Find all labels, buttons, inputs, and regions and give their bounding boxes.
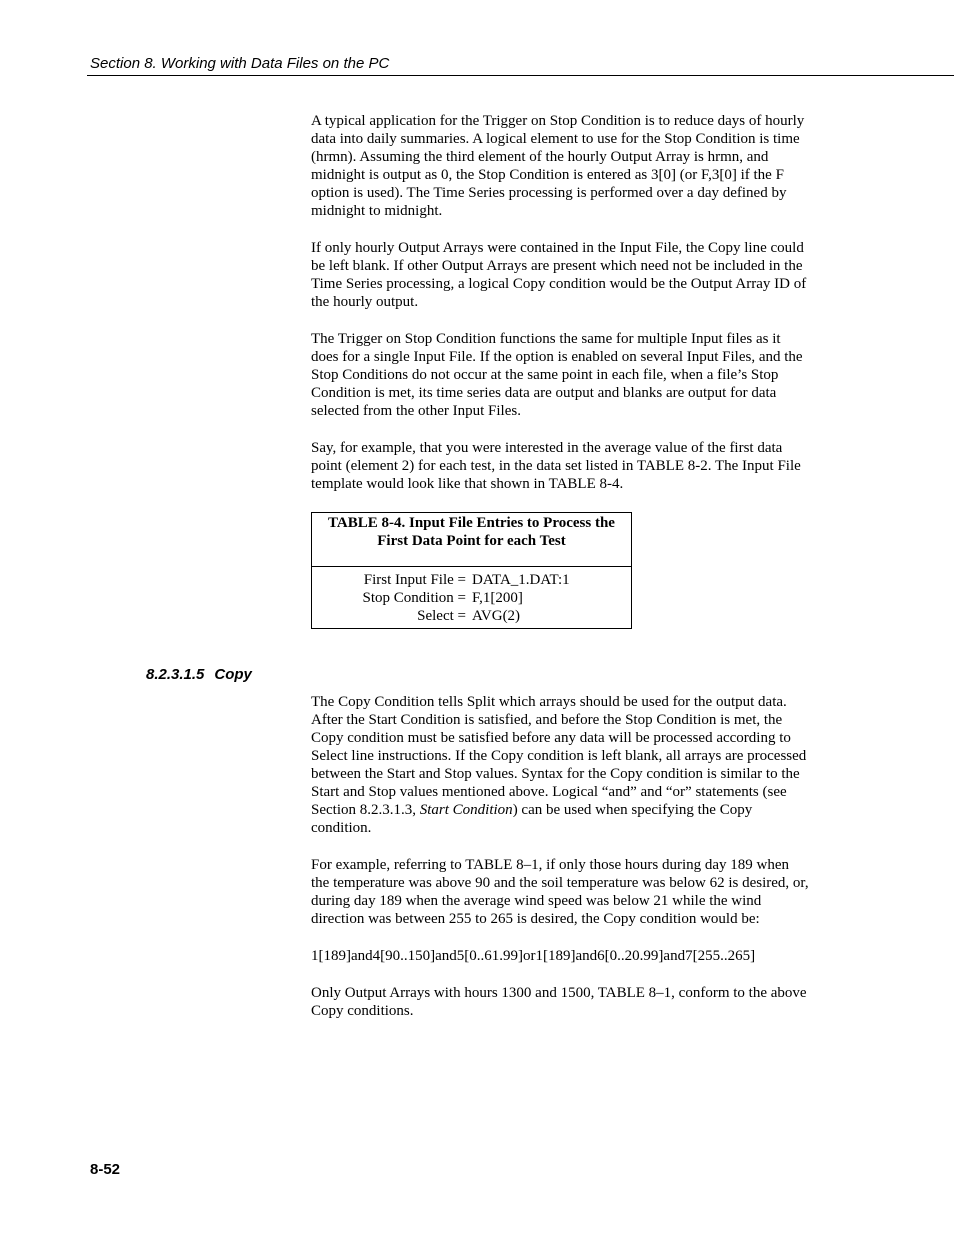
subsection-heading [146, 666, 252, 683]
table-row-value: F,1[200] [472, 590, 523, 606]
body-section-1 [311, 112, 811, 629]
table-row [312, 571, 631, 589]
paragraph-multiple-input-files: The Trigger on Stop Condition functions the same for multiple Input files as it does for a single Input File. If the option is enabled on several Input Files, and the Stop Conditions do not occur at the same point in each file, when a file’s Stop Condition is met, its time series data are output and blanks are output for data selected from the other Input Files. [311, 331, 803, 419]
table-row-value: DATA_1.DAT:1 [472, 572, 570, 588]
header-rule [87, 75, 954, 76]
subsection-number: 8.2.3.1.5 [146, 666, 205, 683]
table-row-label: First Input File = [363, 572, 466, 588]
running-header: Section 8. Working with Data Files on the PC [90, 55, 390, 72]
table-title-line-2: First Data Point for each Test [377, 533, 566, 549]
table-row-label: Select = [417, 608, 466, 624]
body-section-2 [311, 693, 811, 1039]
table-title-line-1: TABLE 8-4. Input File Entries to Process the [328, 515, 615, 531]
paragraph-trigger-application: A typical application for the Trigger on Stop Condition is to reduce days of hourly data into daily summaries. A logical element to use for the Stop Condition is time (hrmn). Assuming the third element of the hourly Output Array is hrmn, and midnight is output as 0, the Stop Condition is entered as 3[0] (or F,3[0] if the F option is used). The Time Series processing is performed over a day defined by midnight to midnight. [311, 113, 805, 219]
table-row-value: AVG(2) [472, 608, 521, 624]
table-8-4 [311, 512, 632, 629]
copy-text-part-1: The Copy Condition tells Split which arrays should be used for the output data. After the Start Condition is satisfied, and before the Stop Condition is met, the Copy condition must be satisfied before any data will be processed according to Select line instructions. If the Copy condition is left blank, all arrays are processed between the Start and Stop values. Syntax for the Copy condition is similar to the Start and Stop values mentioned above. Logical “and” and “or” statements (see Section 8.2.3.1.3, [311, 694, 807, 818]
paragraph-copy-example: For example, referring to TABLE 8–1, if only those hours during day 189 when the temperature was above 90 and the soil temperature was below 62 is desired, or, during day 189 when the average wind speed was below 21 while the wind direction was between 255 to 265 is desired, the Copy condition would be: [311, 857, 809, 927]
table-body [312, 567, 631, 628]
page-number: 8-52 [90, 1161, 121, 1178]
table-row [312, 607, 631, 625]
copy-text-part-2: ) can be used when specifying the Copy condition. [311, 802, 753, 836]
paragraph-hourly-arrays: If only hourly Output Arrays were contained in the Input File, the Copy line could be left blank. If other Output Arrays are present which need not be included in the Time Series processing, a logical Copy condition would be the Output Array ID of the hourly output. [311, 240, 807, 310]
table-row-label: Stop Condition = [362, 590, 466, 606]
table-row [312, 589, 631, 607]
subsection-title: Copy [214, 666, 252, 683]
paragraph-copy-condition [311, 693, 811, 837]
table-title [312, 513, 631, 567]
paragraph-example-intro: Say, for example, that you were interested in the average value of the first data point (element 2) for each test, in the data set listed in TABLE 8-2. The Input File template would look like that shown in TABLE 8-4. [311, 440, 801, 492]
copy-condition-expression: 1[189]and4[90..150]and5[0..61.99]or1[189]and6[0..20.99]and7[255..265] [311, 948, 756, 964]
start-condition-reference: Start Condition [419, 802, 513, 818]
paragraph-conforming-arrays: Only Output Arrays with hours 1300 and 1500, TABLE 8–1, conform to the above Copy conditions. [311, 985, 807, 1019]
